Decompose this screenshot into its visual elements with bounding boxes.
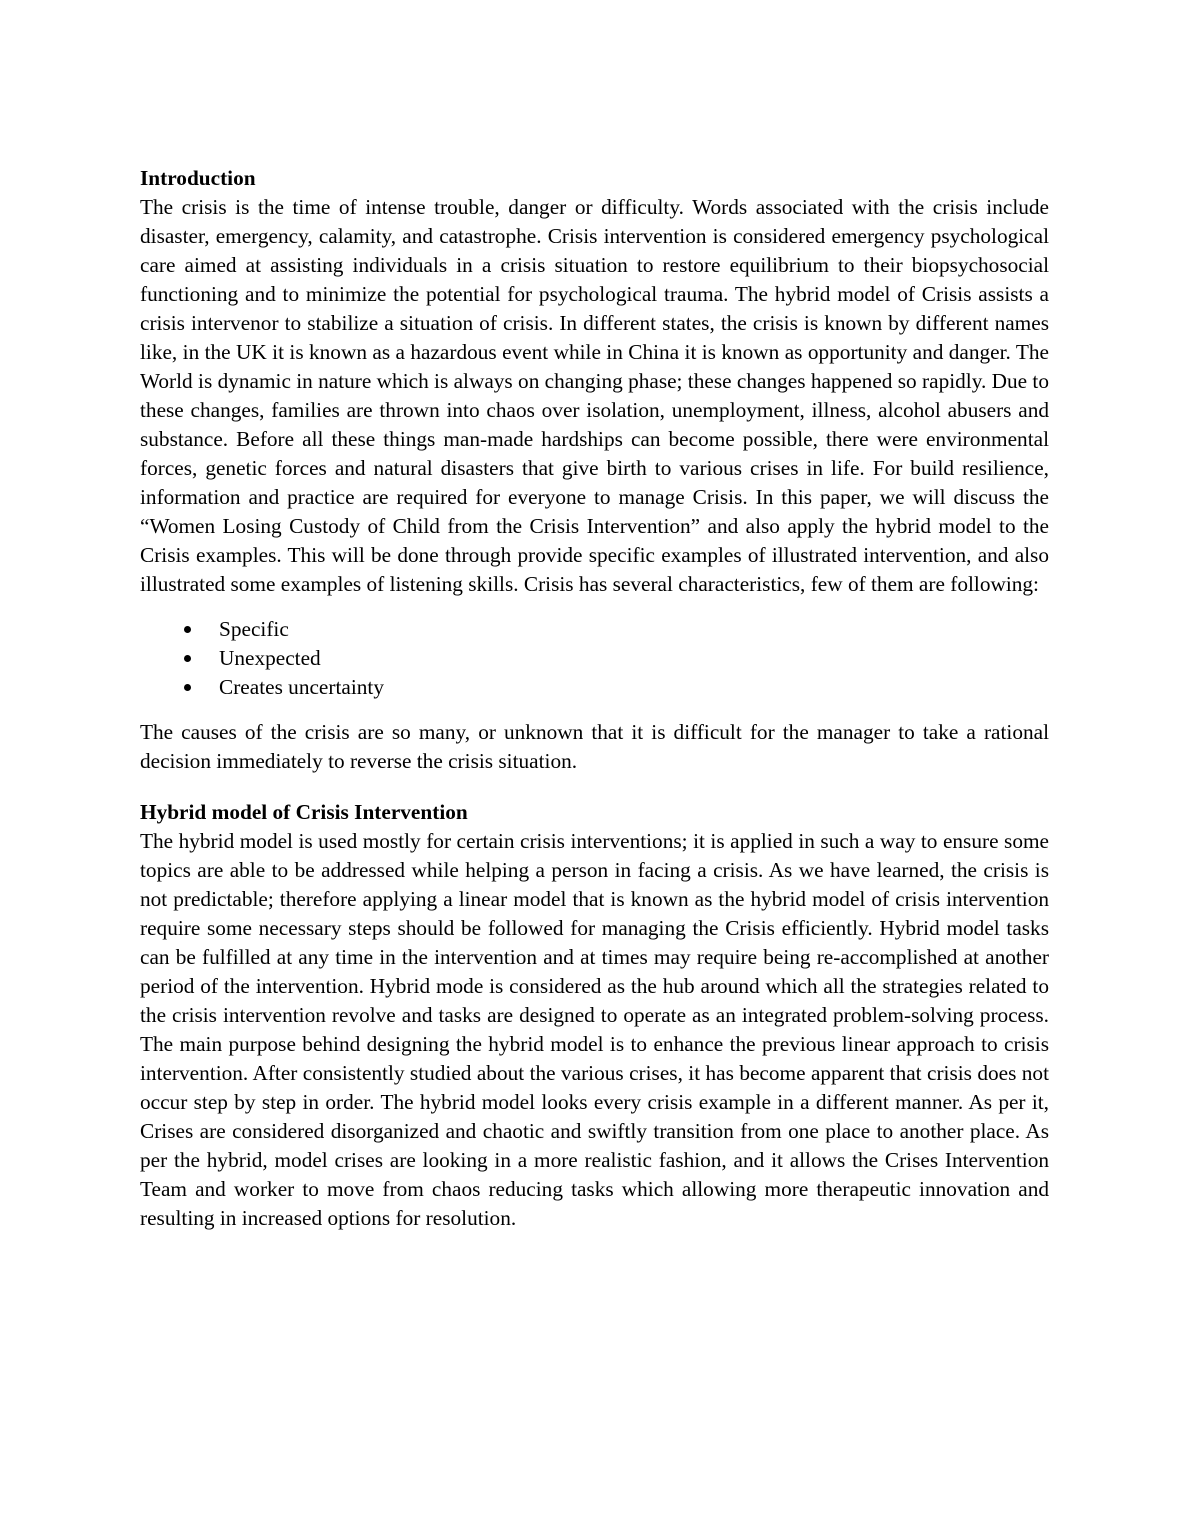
characteristics-list: [140, 615, 1049, 702]
bullet-icon: [184, 626, 191, 633]
list-item-text: Creates uncertainty: [219, 675, 384, 699]
section-heading-introduction: Introduction: [140, 166, 256, 190]
causes-paragraph: The causes of the crisis are so many, or unknown that it is difficult for the manager to take a rational decision immediately to reverse the crisis situation.: [140, 720, 1049, 773]
introduction-paragraph: The crisis is the time of intense trouble, danger or difficulty. Words associated with the crisis include disaster, emergency, calamity, and catastrophe. Crisis intervention is considered emergency psychological care aimed at assisting individuals in a crisis situation to restore equilibrium to their biopsychosocial functioning and to minimize the potential for psychological trauma. The hybrid model of Crisis assists a crisis intervenor to stabilize a situation of crisis. In different states, the crisis is known by different names like, in the UK it is known as a hazardous event while in China it is known as opportunity and danger. The World is dynamic in nature which is always on changing phase; these changes happened so rapidly. Due to these changes, families are thrown into chaos over isolation, unemployment, illness, alcohol abusers and substance. Before all these things man-made hardships can become possible, there were environmental forces, genetic forces and natural disasters that give birth to various crises in life. For build resilience, information and practice are required for everyone to manage Crisis. In this paper, we will discuss the “Women Losing Custody of Child from the Crisis Intervention” and also apply the hybrid model to the Crisis examples. This will be done through provide specific examples of illustrated intervention, and also illustrated some examples of listening skills. Crisis has several characteristics, few of them are following:: [140, 195, 1049, 596]
list-item-text: Unexpected: [219, 646, 321, 670]
list-item: [140, 615, 1049, 644]
bullet-icon: [184, 684, 191, 691]
document-page: [140, 164, 1049, 1233]
section-heading-hybrid-model: Hybrid model of Crisis Intervention: [140, 800, 468, 824]
bullet-icon: [184, 655, 191, 662]
list-item: [140, 644, 1049, 673]
list-item: [140, 673, 1049, 702]
hybrid-model-paragraph: The hybrid model is used mostly for certain crisis interventions; it is applied in such a way to ensure some topics are able to be addressed while helping a person in facing a crisis. As we have learned, the crisis is not predictable; therefore applying a linear model that is known as the hybrid model of crisis intervention require some necessary steps should be followed for managing the Crisis efficiently. Hybrid model tasks can be fulfilled at any time in the intervention and at times may require being re-accomplished at another period of the intervention. Hybrid mode is considered as the hub around which all the strategies related to the crisis intervention revolve and tasks are designed to operate as an integrated problem-solving process. The main purpose behind designing the hybrid model is to enhance the previous linear approach to crisis intervention. After consistently studied about the various crises, it has become apparent that crisis does not occur step by step in order. The hybrid model looks every crisis example in a different manner. As per it, Crises are considered disorganized and chaotic and swiftly transition from one place to another place. As per the hybrid, model crises are looking in a more realistic fashion, and it allows the Crises Intervention Team and worker to move from chaos reducing tasks which allowing more therapeutic innovation and resulting in increased options for resolution.: [140, 829, 1049, 1230]
list-item-text: Specific: [219, 617, 289, 641]
